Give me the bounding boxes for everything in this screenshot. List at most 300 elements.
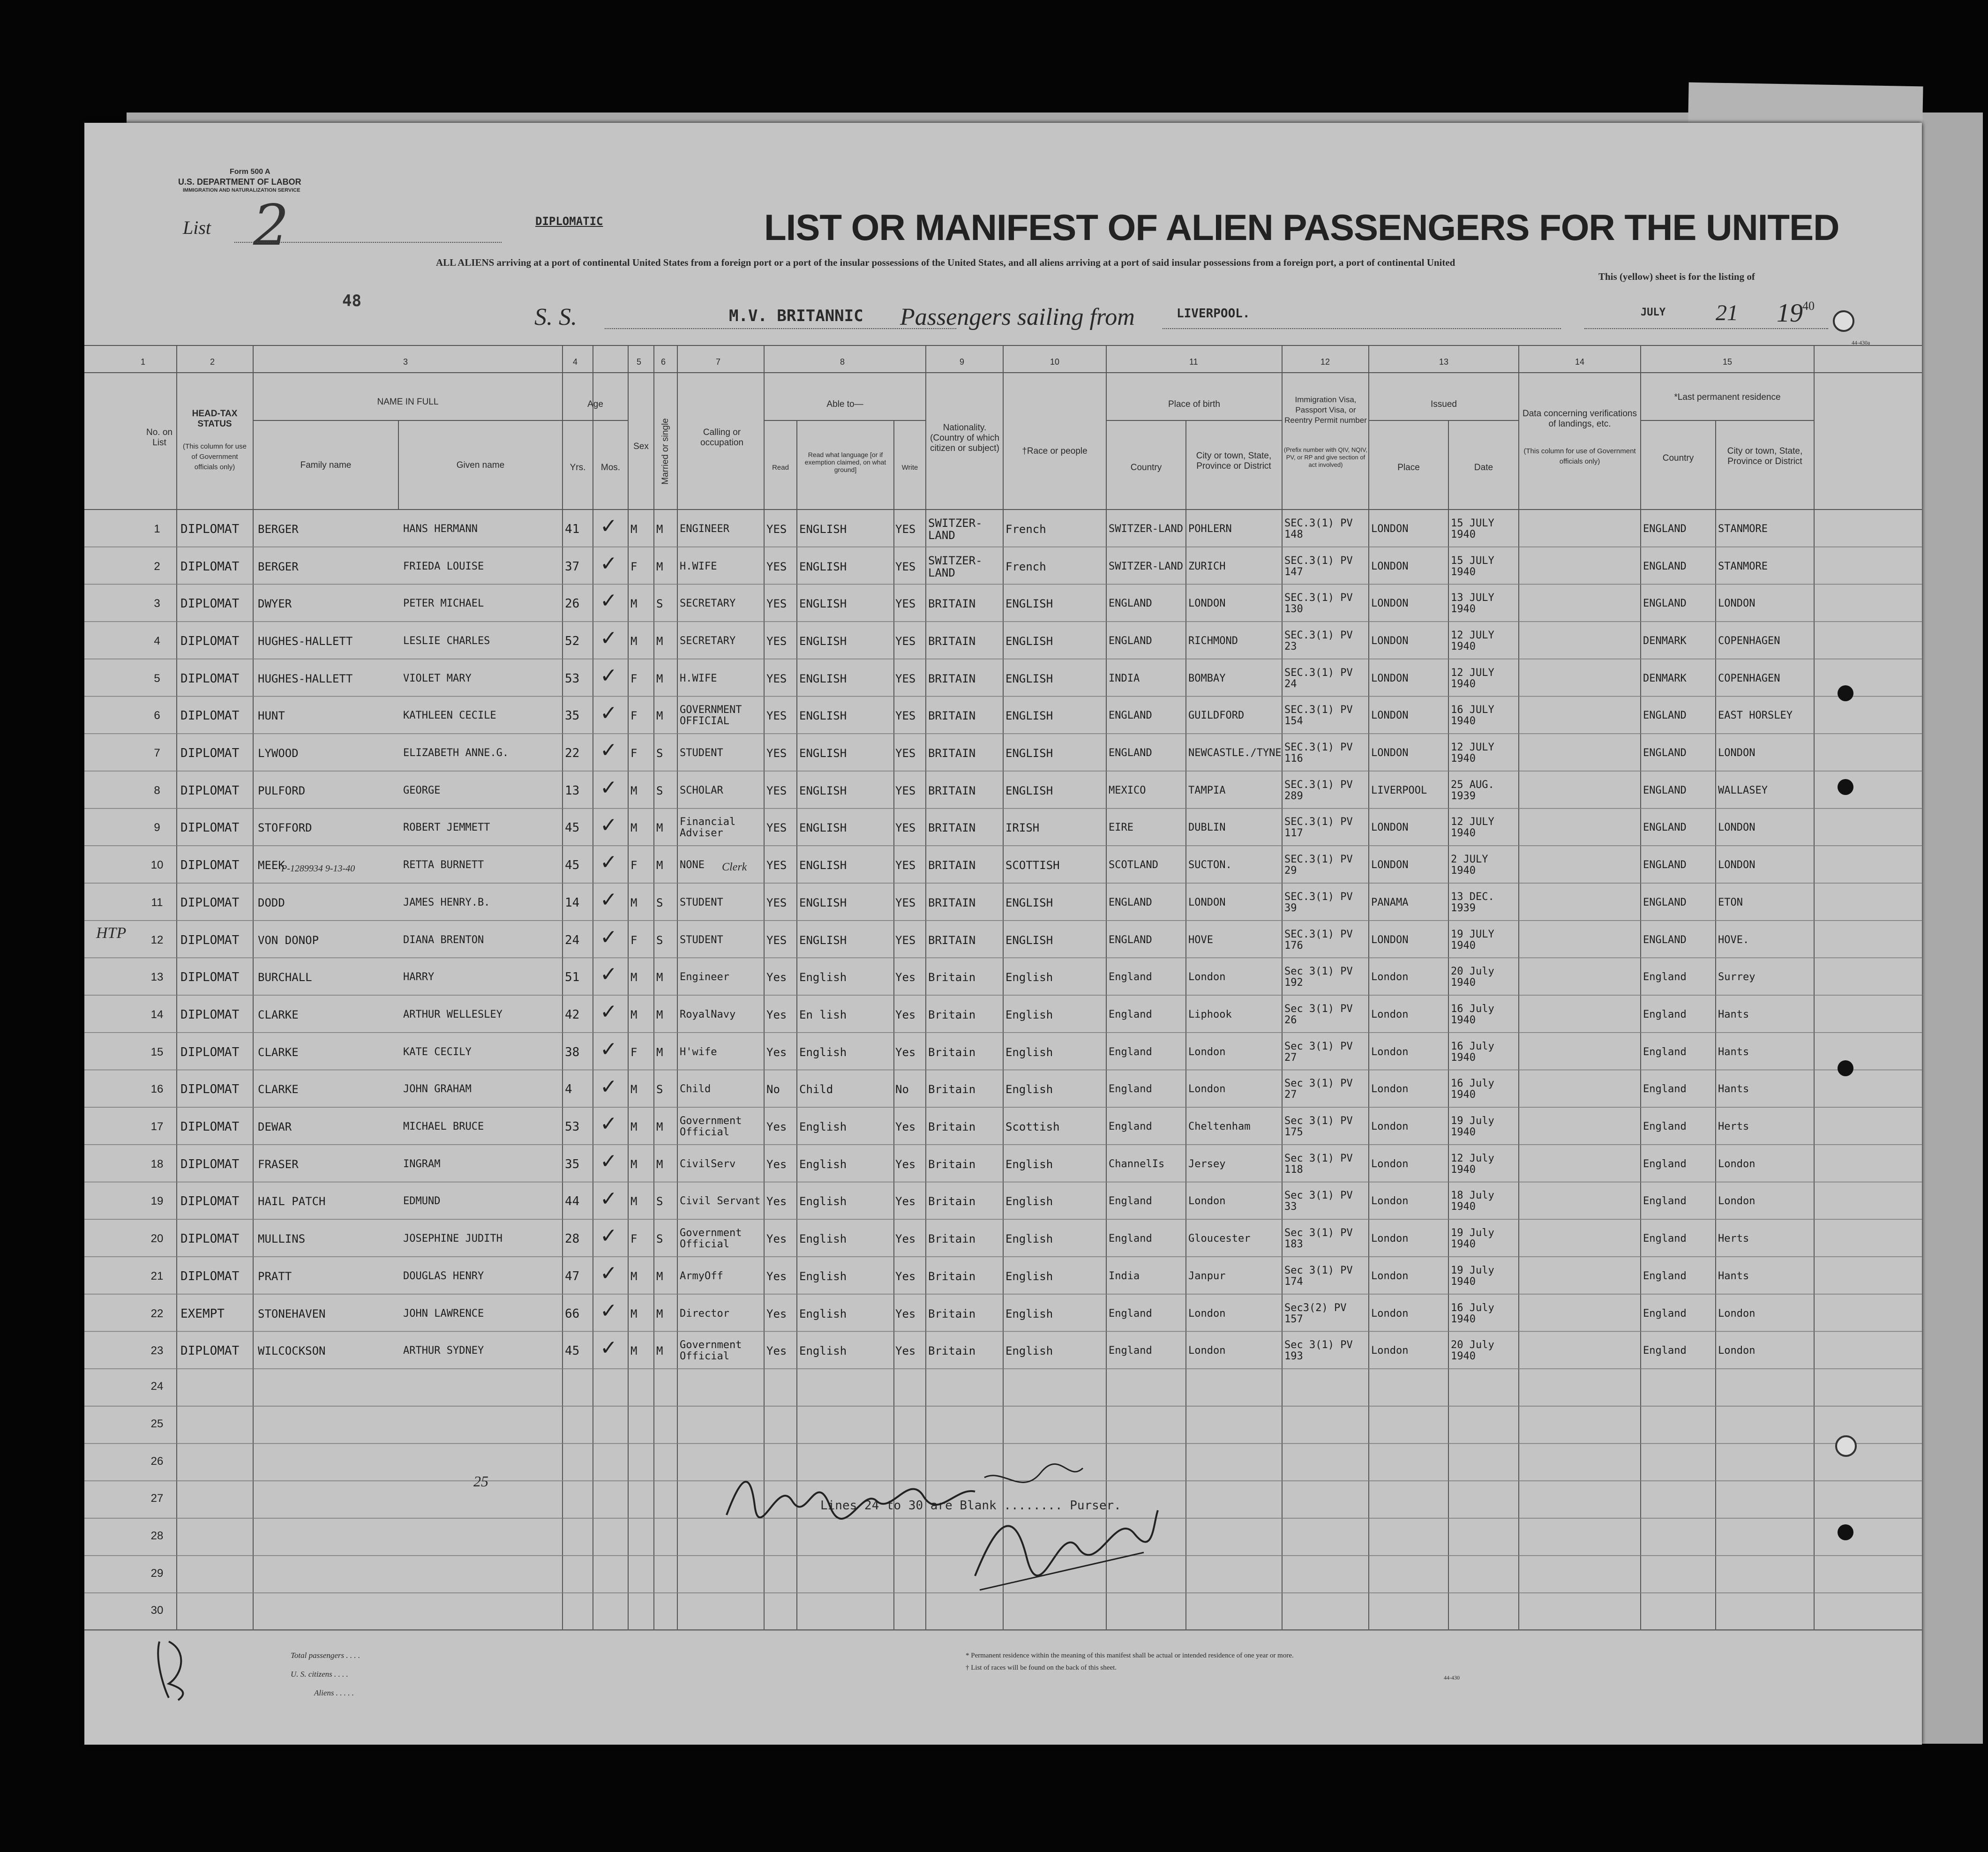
header-head-tax-note: (This column for use of Government officials only) (183, 442, 247, 471)
cell-place: LONDON (1371, 934, 1409, 946)
cell-lang: English (799, 1045, 847, 1059)
cell-given: KATHLEEN CECILE (403, 710, 496, 722)
cell-no: 7 (154, 747, 160, 760)
cell-age: 14 (565, 895, 580, 910)
cell-bc: ENGLAND (1109, 934, 1152, 946)
cell-lang: English (799, 1269, 847, 1283)
cell-read: Yes (766, 1008, 787, 1021)
cell-date: 12 JULY 1940 (1451, 742, 1494, 765)
cell-place: London (1371, 1046, 1409, 1058)
cell-occ: Government Official (680, 1115, 742, 1139)
cell-race: English (1005, 1157, 1053, 1171)
cell-ms: M (656, 522, 663, 536)
cell-age: 45 (565, 821, 580, 835)
cell-occ: SECRETARY (680, 598, 736, 610)
cell-write: Yes (895, 1120, 916, 1134)
cell-bc: England (1109, 1121, 1152, 1133)
cell-nat: BRITAIN (928, 896, 976, 909)
cell-ms: M (656, 1008, 663, 1021)
cell-visa: SEC.3(1) PV 154 (1284, 704, 1353, 727)
header-no-on-list: No. on List (146, 427, 173, 448)
header-place-of-birth: Place of birth (1168, 399, 1220, 409)
cell-lang: ENGLISH (799, 896, 847, 909)
cell-lang: ENGLISH (799, 747, 847, 760)
cell-occ: RoyalNavy (680, 1008, 736, 1020)
cell-nat: Britain (928, 1008, 976, 1021)
cell-visa: Sec 3(1) PV 26 (1284, 1003, 1353, 1026)
empty-row-number: 27 (150, 1492, 164, 1505)
cell-rc: ENGLAND (1643, 523, 1687, 535)
cell-read: Yes (766, 1269, 787, 1283)
cell-occ: H.WIFE (680, 560, 717, 572)
cell-visa: Sec 3(1) PV 118 (1284, 1152, 1353, 1176)
check-mark-icon: ✓ (600, 1149, 617, 1173)
column-number: 13 (1439, 357, 1449, 367)
cell-given: INGRAM (403, 1158, 441, 1170)
check-mark-icon: ✓ (600, 813, 617, 837)
cell-given: MICHAEL BRUCE (403, 1121, 484, 1133)
cell-sex: M (630, 1120, 638, 1134)
cell-date: 12 JULY 1940 (1451, 667, 1494, 690)
cell-status: DIPLOMAT (180, 1232, 240, 1246)
cell-bcity: LONDON (1188, 598, 1226, 610)
column-number: 9 (960, 357, 965, 367)
cell-ms: S (656, 784, 663, 797)
cell-lang: ENGLISH (799, 821, 847, 835)
cell-status: DIPLOMAT (180, 858, 240, 873)
header-married: Married or single (660, 418, 670, 485)
cell-bc: ENGLAND (1109, 896, 1152, 908)
cell-race: French (1005, 560, 1046, 573)
footnote-residence: * Permanent residence within the meaning of this manifest shall be actual or intended residence of one year or more. (966, 1652, 1294, 1659)
cell-bcity: NEWCASTLE./TYNE (1188, 747, 1282, 759)
aliens-label: Aliens . . . . . (314, 1688, 354, 1697)
cell-family: HUGHES-HALLETT (258, 634, 353, 648)
cell-ms: M (656, 1120, 663, 1134)
cell-race: English (1005, 971, 1053, 984)
cell-read: Yes (766, 1157, 787, 1171)
cell-ms: M (656, 634, 663, 648)
cell-given: ARTHUR WELLESLEY (403, 1008, 503, 1020)
cell-family: FRASER (258, 1157, 299, 1171)
cell-race: IRISH (1005, 821, 1040, 835)
cell-read: YES (766, 933, 787, 947)
cell-date: 16 July 1940 (1451, 1078, 1494, 1101)
cell-place: LONDON (1371, 598, 1409, 610)
cell-date: 16 July 1940 (1451, 1040, 1494, 1064)
header-mos: Mos. (600, 463, 621, 472)
cell-occ: Child (680, 1083, 711, 1095)
diplomatic-stamp: DIPLOMATIC (535, 215, 603, 228)
cell-no: 21 (150, 1269, 164, 1282)
table-row (84, 809, 1922, 846)
cell-write: Yes (895, 1344, 916, 1358)
cell-rcity: LONDON (1718, 598, 1755, 610)
manifest-title: LIST OR MANIFEST OF ALIEN PASSENGERS FOR THE UNITED (764, 207, 1839, 248)
cell-no: 11 (151, 896, 163, 909)
cell-rc: England (1643, 1233, 1687, 1245)
table-row (84, 584, 1922, 622)
cell-given: EDMUND (403, 1195, 441, 1207)
header-read-lang: Read what language [or if exemption claimed, on what ground] (804, 451, 886, 473)
cell-family: STOFFORD (258, 821, 312, 835)
cell-bc: SWITZER-LAND (1109, 560, 1183, 572)
header-issued-place: Place (1397, 463, 1420, 472)
cell-rc: England (1643, 1195, 1687, 1207)
header-able-to: Able to— (826, 399, 863, 409)
cell-family: DEWAR (258, 1120, 292, 1134)
cell-race: English (1005, 1045, 1053, 1059)
cell-status: DIPLOMAT (180, 1344, 240, 1358)
cell-bcity: London (1188, 1345, 1226, 1357)
cell-race: ENGLISH (1005, 672, 1053, 685)
empty-row-number: 28 (150, 1529, 164, 1542)
cell-rcity: STANMORE (1718, 560, 1768, 572)
cell-age: 45 (565, 858, 580, 873)
ss-label: S. S. (534, 304, 577, 330)
cell-family: MEEK (258, 859, 285, 872)
cell-no: 8 (154, 784, 160, 797)
table-row (84, 734, 1922, 771)
cell-lang: ENGLISH (799, 522, 847, 536)
cell-rc: DENMARK (1643, 672, 1687, 684)
cell-family: DWYER (258, 597, 292, 611)
sailing-port: LIVERPOOL. (1177, 307, 1250, 321)
cell-rcity: Hants (1718, 1046, 1749, 1058)
cell-sex: M (630, 1083, 638, 1096)
cell-occ: NONE (680, 859, 705, 871)
column-number: 15 (1723, 357, 1733, 367)
cell-visa: Sec 3(1) PV 174 (1284, 1264, 1353, 1288)
cell-age: 66 (565, 1306, 580, 1321)
cell-bcity: BOMBAY (1188, 672, 1226, 684)
cell-no: 4 (154, 634, 160, 647)
table-row (84, 1331, 1922, 1369)
cell-rcity: Hants (1718, 1270, 1749, 1282)
cell-age: 13 (565, 783, 580, 798)
cell-ms: M (656, 859, 663, 872)
cell-race: ENGLISH (1005, 709, 1053, 723)
header-visa: Immigration Visa, Passport Visa, or Reentry Permit number (1284, 395, 1367, 425)
cell-place: London (1371, 1195, 1409, 1207)
cell-occ: STUDENT (680, 934, 723, 946)
binder-ring (1835, 1435, 1857, 1457)
header-code: 44-430a (1852, 339, 1870, 346)
check-mark-icon: ✓ (600, 888, 617, 912)
header-age: Age (587, 399, 603, 409)
cell-lang: ENGLISH (799, 560, 847, 573)
cell-read: YES (766, 784, 787, 797)
table-row (84, 958, 1922, 995)
cell-nat: BRITAIN (928, 821, 976, 835)
cell-status: EXEMPT (180, 1306, 225, 1321)
cell-date: 20 July 1940 (1451, 966, 1494, 989)
footer-code: 44-430 (1444, 1674, 1460, 1681)
cell-nat: BRITAIN (928, 634, 976, 648)
cell-lang: English (799, 1120, 847, 1134)
form-number: Form 500 A (230, 168, 270, 176)
cell-sex: M (630, 971, 638, 984)
table-row (84, 659, 1922, 697)
cell-nat: BRITAIN (928, 933, 976, 947)
corner-mark (150, 1632, 197, 1702)
cell-bcity: LONDON (1188, 896, 1226, 908)
header-read: Read (772, 464, 789, 472)
cell-write: YES (895, 560, 916, 573)
cell-rcity: ETON (1718, 896, 1743, 908)
cell-no: 15 (150, 1045, 164, 1058)
binder-hole (1838, 1524, 1853, 1540)
cell-bc: SWITZER-LAND (1109, 523, 1183, 535)
empty-row-number: 25 (150, 1417, 164, 1430)
cell-nat: Britain (928, 1344, 976, 1358)
cell-status: DIPLOMAT (180, 746, 240, 761)
cell-race: English (1005, 1008, 1053, 1021)
cell-occ: H'wife (680, 1046, 717, 1058)
cell-rc: ENGLAND (1643, 747, 1687, 759)
cell-given: HARRY (403, 971, 435, 983)
column-number: 8 (840, 357, 845, 367)
cell-lang: English (799, 1195, 847, 1208)
cell-nat: Britain (928, 1120, 976, 1134)
cell-place: LONDON (1371, 635, 1409, 647)
cell-bcity: London (1188, 1195, 1226, 1207)
header-issued-date: Date (1474, 463, 1493, 472)
cell-status: DIPLOMAT (180, 1269, 240, 1283)
cell-occ: STUDENT (680, 747, 723, 759)
cell-ms: M (656, 1269, 663, 1283)
cell-family: CLARKE (258, 1083, 299, 1096)
cell-status: DIPLOMAT (180, 783, 240, 798)
cell-ms: M (656, 821, 663, 835)
cell-status: DIPLOMAT (180, 559, 240, 574)
cell-race: English (1005, 1344, 1053, 1358)
cell-race: English (1005, 1307, 1053, 1320)
cell-age: 22 (565, 746, 580, 761)
header-family-name: Family name (300, 460, 352, 470)
cell-nat: Britain (928, 971, 976, 984)
cell-occ: Financial Adviser (680, 816, 736, 840)
cell-status: DIPLOMAT (180, 1082, 240, 1097)
cell-given: GEORGE (403, 784, 441, 796)
check-mark-icon: ✓ (600, 775, 617, 800)
header-birth-city: City or town, State, Province or District (1196, 451, 1272, 471)
header-res-country: Country (1662, 453, 1694, 463)
header-res-city: City or town, State, Province or District (1727, 446, 1803, 466)
cell-visa: Sec 3(1) PV 27 (1284, 1078, 1353, 1101)
cell-given: DIANA BRENTON (403, 934, 484, 946)
cell-read: No (766, 1083, 780, 1096)
header-sex: Sex (633, 442, 649, 451)
list-number: 2 (253, 193, 289, 258)
header-yrs: Yrs. (570, 463, 586, 472)
cell-bcity: Gloucester (1188, 1233, 1251, 1245)
cell-family: VON DONOP (258, 933, 319, 947)
cell-sex: F (630, 1045, 638, 1059)
header-birth-country: Country (1130, 463, 1162, 472)
cell-write: YES (895, 597, 916, 611)
cell-status: DIPLOMAT (180, 895, 240, 910)
cell-rcity: LONDON (1718, 747, 1755, 759)
cell-rcity: LONDON (1718, 822, 1755, 834)
cell-rc: ENGLAND (1643, 896, 1687, 908)
cell-occ: SCHOLAR (680, 784, 723, 796)
cell-bcity: SUCTON. (1188, 859, 1232, 871)
cell-status: DIPLOMAT (180, 671, 240, 686)
cell-date: 12 July 1940 (1451, 1152, 1494, 1176)
cell-nat: BRITAIN (928, 709, 976, 723)
cell-nat: BRITAIN (928, 672, 976, 685)
table-row (84, 846, 1922, 883)
cell-write: YES (895, 896, 916, 909)
cell-age: 24 (565, 933, 580, 947)
date-month: JULY (1641, 307, 1665, 318)
page-mark: 25 (473, 1473, 488, 1490)
cell-family: BERGER (258, 560, 299, 573)
cell-status: DIPLOMAT (180, 597, 240, 611)
cell-race: ENGLISH (1005, 597, 1053, 611)
cell-visa: SEC.3(1) PV 24 (1284, 667, 1353, 690)
cell-bc: England (1109, 1345, 1152, 1357)
column-number: 12 (1320, 357, 1330, 367)
cell-age: 52 (565, 634, 580, 648)
cell-visa: SEC.3(1) PV 176 (1284, 928, 1353, 952)
cell-age: 4 (565, 1082, 572, 1097)
column-number: 14 (1575, 357, 1585, 367)
cell-write: Yes (895, 1008, 916, 1021)
header-landings: Data concerning verifications of landings, etc. (1523, 409, 1637, 429)
cell-status: DIPLOMAT (180, 1194, 240, 1209)
column-number: 3 (403, 357, 408, 367)
cell-sex: M (630, 1008, 638, 1021)
cell-sex: M (630, 1269, 638, 1283)
cell-status: DIPLOMAT (180, 709, 240, 723)
cell-lang: Child (799, 1083, 833, 1096)
cell-rcity: STANMORE (1718, 523, 1768, 535)
cell-bc: England (1109, 1307, 1152, 1320)
side-mark: 48 (342, 292, 361, 310)
cell-age: 51 (565, 970, 580, 985)
cell-lang: ENGLISH (799, 709, 847, 723)
table-row (84, 1257, 1922, 1294)
check-mark-icon: ✓ (600, 701, 617, 725)
check-mark-icon: ✓ (600, 1224, 617, 1248)
cell-no: 1 (154, 522, 160, 535)
cell-no: 2 (154, 560, 160, 573)
cell-date: 15 JULY 1940 (1451, 517, 1494, 540)
cell-write: YES (895, 747, 916, 760)
cell-no: 16 (150, 1083, 164, 1096)
cell-lang: En lish (799, 1008, 847, 1021)
cell-age: 37 (565, 559, 580, 574)
cell-read: YES (766, 859, 787, 872)
cell-family: BERGER (258, 522, 299, 536)
cell-read: Yes (766, 1307, 787, 1320)
cell-age: 53 (565, 1120, 580, 1134)
cell-nat: Britain (928, 1083, 976, 1096)
blank-lines-note: Lines 24 to 30 are Blank ........ Purser. (820, 1499, 1121, 1513)
cell-no: 13 (150, 971, 164, 984)
service-name: IMMIGRATION AND NATURALIZATION SERVICE (183, 187, 300, 193)
cell-ms: M (656, 709, 663, 723)
clerk-mark: Clerk (722, 861, 747, 873)
check-mark-icon: ✓ (600, 1000, 617, 1024)
cell-date: 25 AUG. 1939 (1451, 779, 1494, 802)
header-landings-note: (This column for use of Government officials only) (1523, 447, 1636, 465)
cell-bc: England (1109, 1233, 1152, 1245)
header-issued: Issued (1431, 399, 1457, 409)
cell-write: Yes (895, 1307, 916, 1320)
cell-race: English (1005, 1083, 1053, 1096)
cell-no: 9 (154, 821, 160, 834)
cell-occ: Government Official (680, 1339, 742, 1363)
cell-no: 12 (150, 933, 164, 946)
date-year-prefix: 19 (1777, 299, 1803, 328)
cell-ms: M (656, 672, 663, 685)
cell-place: LIVERPOOL (1371, 784, 1427, 796)
cell-age: 53 (565, 671, 580, 686)
cell-place: PANAMA (1371, 896, 1409, 908)
cell-given: KATE CECILY (403, 1046, 472, 1058)
cell-visa: Sec 3(1) PV 193 (1284, 1339, 1353, 1363)
cell-place: LONDON (1371, 822, 1409, 834)
cell-given: ROBERT JEMMETT (403, 822, 490, 834)
cell-ms: M (656, 1157, 663, 1171)
check-mark-icon: ✓ (600, 551, 617, 576)
cell-place: London (1371, 1083, 1409, 1095)
total-passengers-label: Total passengers . . . . (291, 1651, 360, 1660)
cell-bc: England (1109, 1083, 1152, 1095)
cell-read: Yes (766, 971, 787, 984)
cell-given: JOSEPHINE JUDITH (403, 1233, 503, 1245)
table-row (84, 921, 1922, 958)
cell-date: 15 JULY 1940 (1451, 555, 1494, 578)
cell-bcity: London (1188, 1046, 1226, 1058)
cell-ms: S (656, 747, 663, 760)
cell-family: DODD (258, 896, 285, 909)
header-head-tax: HEAD-TAX STATUS (192, 409, 238, 429)
cell-write: Yes (895, 971, 916, 984)
cell-ms: M (656, 1307, 663, 1320)
cell-write: YES (895, 784, 916, 797)
list-label: List (183, 217, 211, 238)
cell-place: London (1371, 1121, 1409, 1133)
cell-date: 19 July 1940 (1451, 1115, 1494, 1139)
cell-given: DOUGLAS HENRY (403, 1270, 484, 1282)
cell-no: 6 (154, 709, 160, 722)
cell-read: YES (766, 896, 787, 909)
header-given-name: Given name (456, 460, 505, 470)
cell-occ: Director (680, 1307, 729, 1320)
cell-sex: F (630, 747, 638, 760)
cell-read: YES (766, 560, 787, 573)
manifest-subtitle: ALL ALIENS arriving at a port of continental United States from a foreign port or a port of the insular possessions of the United States, and all aliens arriving at a port of said insular possessions from a foreign port, a port of continental United (436, 257, 1455, 268)
check-mark-icon: ✓ (600, 962, 617, 987)
check-mark-icon: ✓ (600, 1074, 617, 1099)
cell-race: ENGLISH (1005, 896, 1053, 909)
cell-lang: ENGLISH (799, 859, 847, 872)
cell-sex: M (630, 522, 638, 536)
cell-write: Yes (895, 1232, 916, 1246)
check-mark-icon: ✓ (600, 1037, 617, 1061)
cell-nat: SWITZER-LAND (928, 516, 983, 542)
cell-no: 19 (150, 1195, 164, 1208)
cell-age: 42 (565, 1007, 580, 1022)
cell-visa: SEC.3(1) PV 116 (1284, 742, 1353, 765)
cell-sex: M (630, 597, 638, 611)
table-row (84, 510, 1922, 547)
cell-race: English (1005, 1195, 1053, 1208)
